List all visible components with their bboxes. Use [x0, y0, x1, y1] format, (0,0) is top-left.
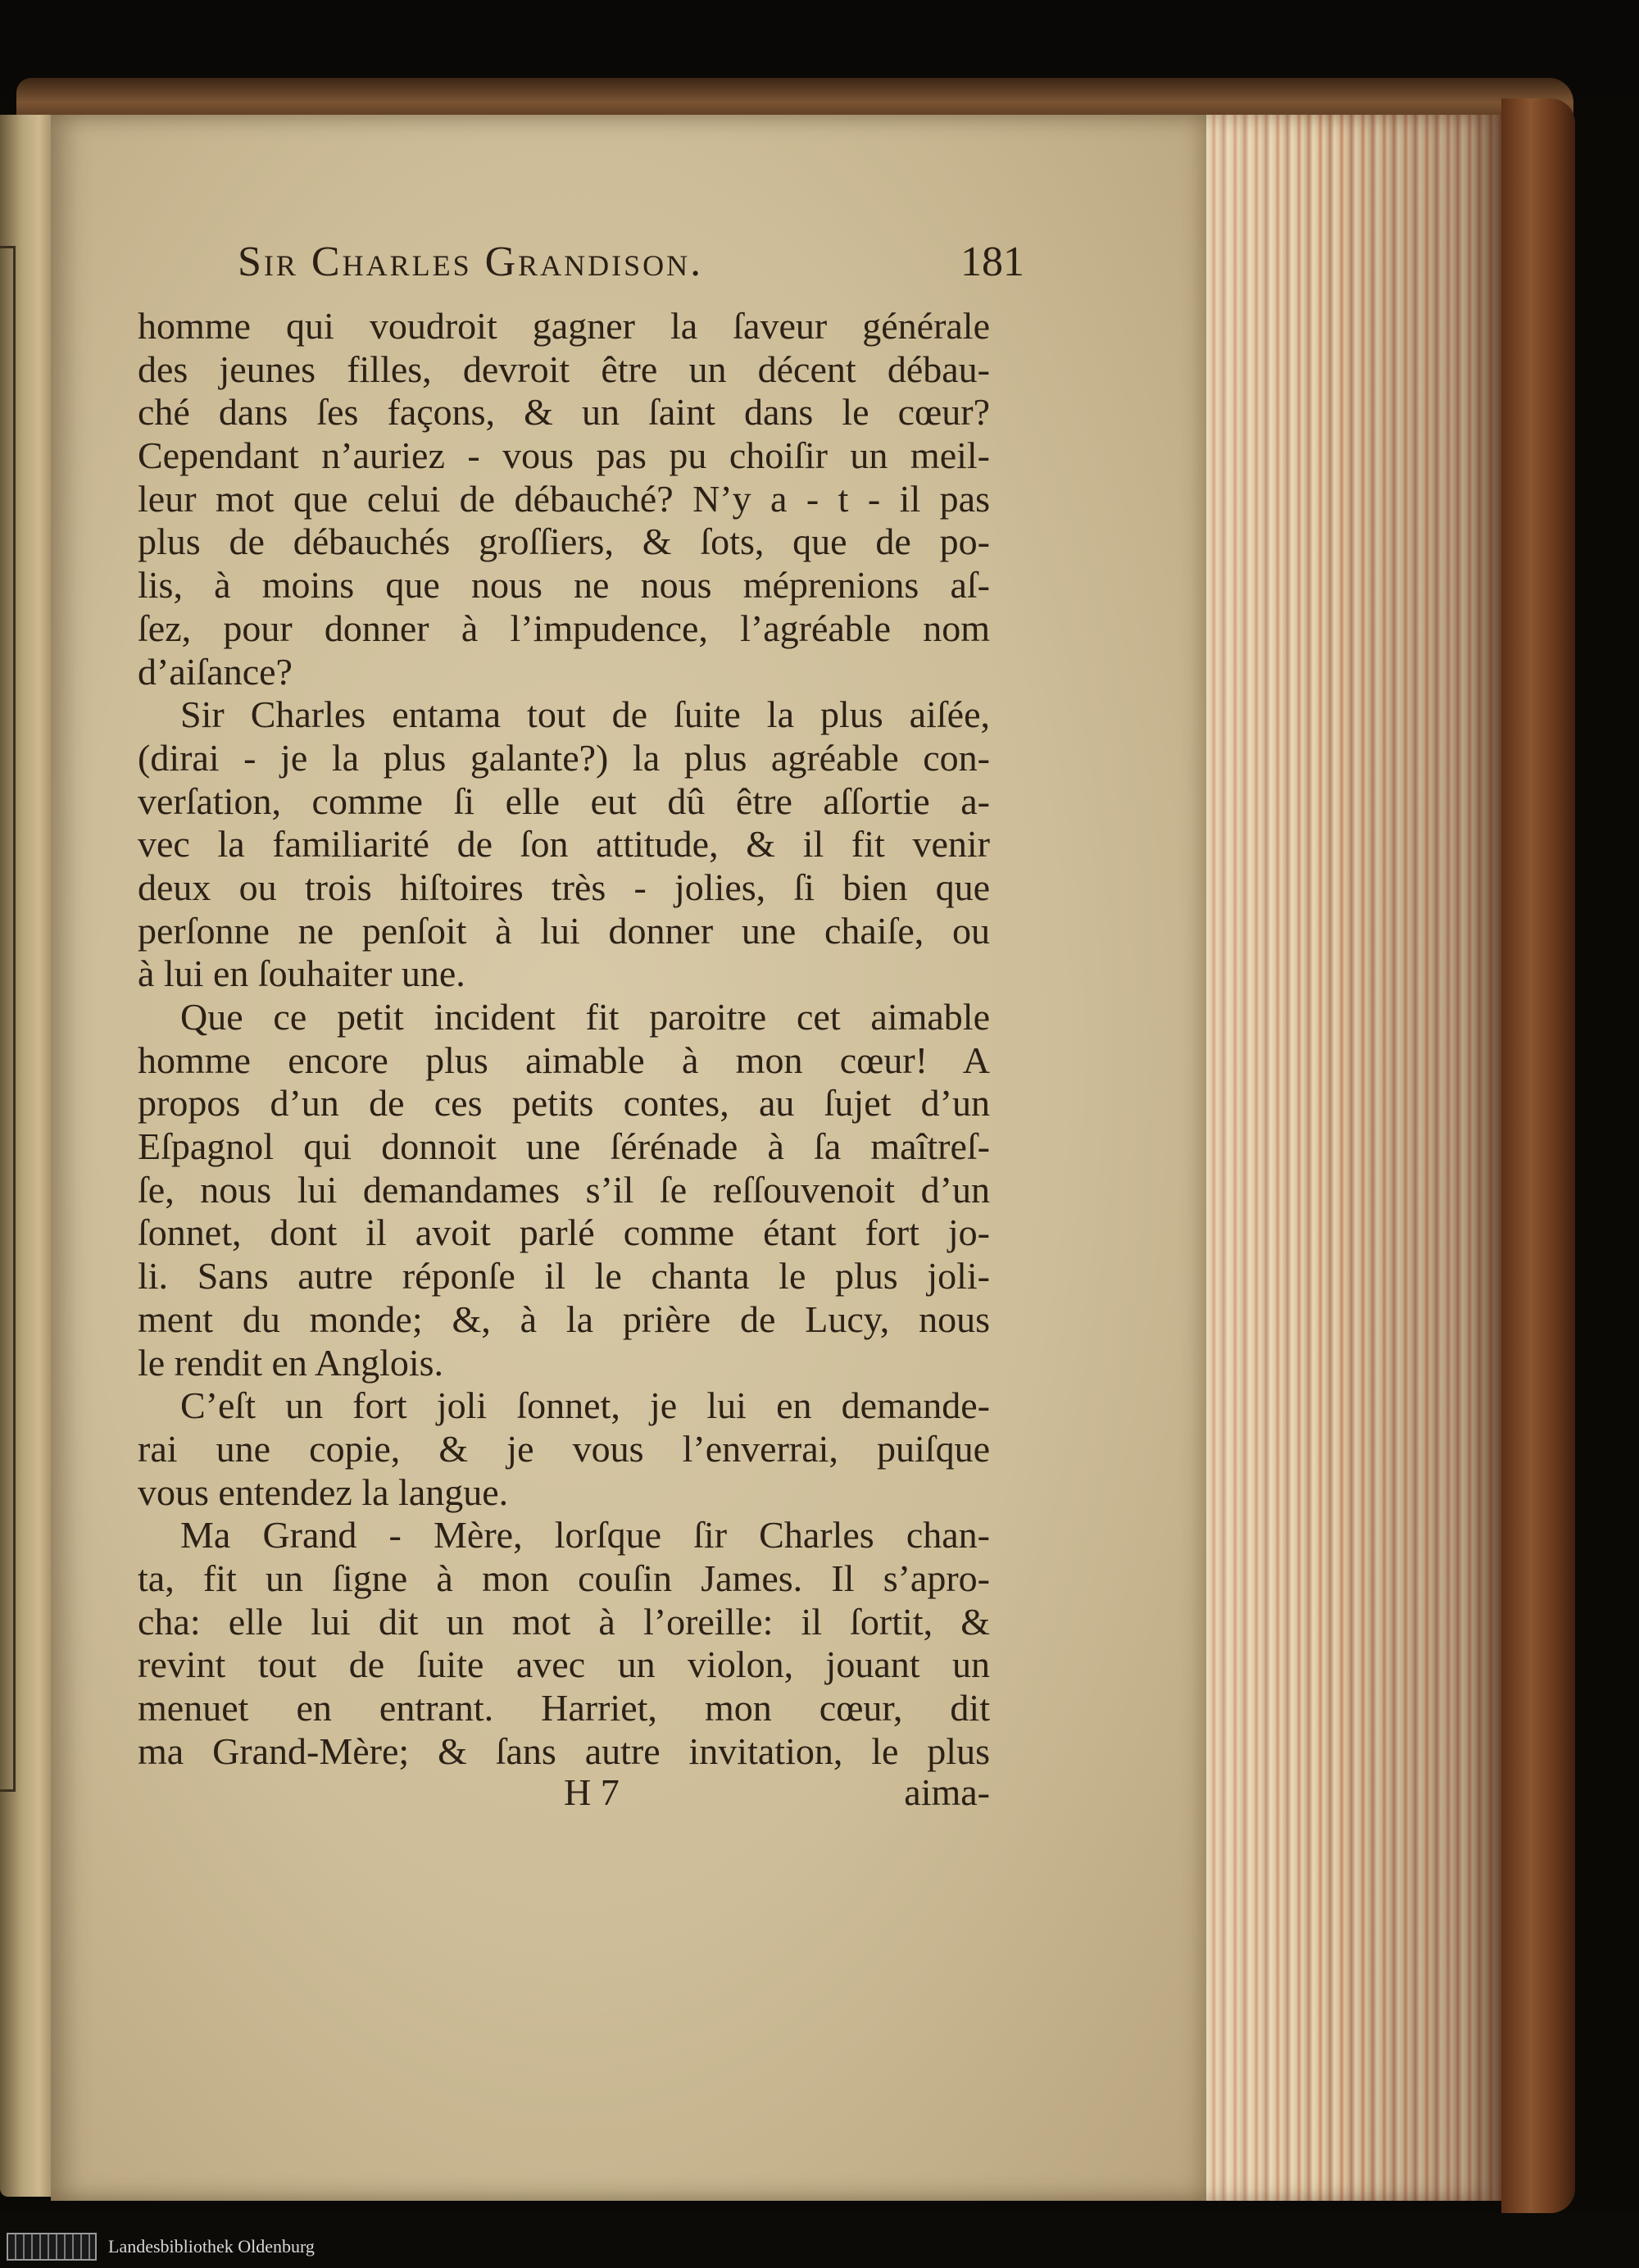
text-line: perſonne ne penſoit à lui donner une chaiſe, ou [138, 909, 990, 952]
text-line: ſez, pour donner à l’impudence, l’agréable nom [138, 607, 990, 649]
text-line: plus de débauchés groſſiers, & ſots, que de po- [138, 520, 990, 563]
library-name: Landesbibliothek Oldenburg [108, 2236, 315, 2257]
library-logo-icon [7, 2233, 97, 2261]
page-number: 181 [960, 239, 1024, 285]
running-title: Sir Charles Grandison. [238, 239, 704, 285]
text-line: ſe, nous lui demandames s’il ſe reſſouvenoit d’un [138, 1168, 990, 1211]
text-line: ta, fit un ſigne à mon couſin James. Il s’apro- [138, 1557, 990, 1599]
signature-mark: H 7 [564, 1771, 620, 1813]
text-line: deux ou trois hiſtoires très - jolies, ſi bien que [138, 866, 990, 908]
text-line: homme encore plus aimable à mon cœur! A [138, 1039, 990, 1081]
text-line: des jeunes filles, devroit être un décent débau- [138, 348, 990, 390]
text-line: menuet en entrant. Harriet, mon cœur, dit [138, 1687, 990, 1729]
text-line: cha: elle lui dit un mot à l’oreille: il ſortit, & [138, 1600, 990, 1643]
left-page-border [0, 246, 16, 1792]
text-line: Cependant n’auriez - vous pas pu choiſir un meil- [138, 434, 990, 477]
text-line: rai une copie, & je vous l’enverrai, puiſque [138, 1427, 990, 1470]
text-line: revint tout de ſuite avec un violon, jouant un [138, 1643, 990, 1686]
text-line: ment du monde; &, à la prière de Lucy, nous [138, 1298, 990, 1340]
text-line: (dirai - je la plus galante?) la plus agréable con- [138, 736, 990, 779]
text-line: le rendit en Anglois. [138, 1341, 444, 1384]
page-fore-edge-shading [1206, 115, 1501, 2201]
text-line: Ma Grand - Mère, lorſque ſir Charles chan- [180, 1514, 990, 1557]
page-footer [138, 1770, 990, 1820]
text-line: leur mot que celui de débauché? N’y a - t - il pas [138, 477, 990, 520]
text-line: verſation, comme ſi elle eut dû être aſſortie a- [138, 779, 990, 822]
text-line: à lui en ſouhaiter une. [138, 952, 465, 995]
book-cover-right [1501, 98, 1575, 2213]
text-line: Eſpagnol qui donnoit une ſérénade à ſa maîtreſ- [138, 1125, 990, 1168]
text-line: Que ce petit incident fit paroitre cet aimable [180, 996, 990, 1038]
catchword: aima- [904, 1771, 990, 1813]
text-line: ma Grand-Mère; & ſans autre invitation, le plus [138, 1729, 990, 1772]
text-line: li. Sans autre réponſe il le chanta le plus joli- [138, 1255, 990, 1298]
text-line: vous entendez la langue. [138, 1470, 509, 1513]
text-line: ſonnet, dont il avoit parlé comme étant fort jo- [138, 1211, 990, 1254]
text-line: homme qui voudroit gagner la ſaveur générale [138, 305, 990, 347]
running-head [139, 238, 1024, 295]
text-line: ché dans ſes façons, & un ſaint dans le cœur? [138, 391, 990, 434]
text-line: propos d’un de ces petits contes, au ſujet d’un [138, 1082, 990, 1125]
library-watermark [0, 2228, 1639, 2268]
text-line: d’aiſance? [138, 650, 293, 693]
page-body-text [138, 305, 990, 1773]
text-line: C’eſt un fort joli ſonnet, je lui en demande- [180, 1384, 990, 1427]
text-line: lis, à moins que nous ne nous méprenions aſ- [138, 564, 990, 607]
text-line: vec la familiarité de ſon attitude, & il fit venir [138, 823, 990, 866]
text-line: Sir Charles entama tout de ſuite la plus aiſée, [180, 693, 990, 736]
